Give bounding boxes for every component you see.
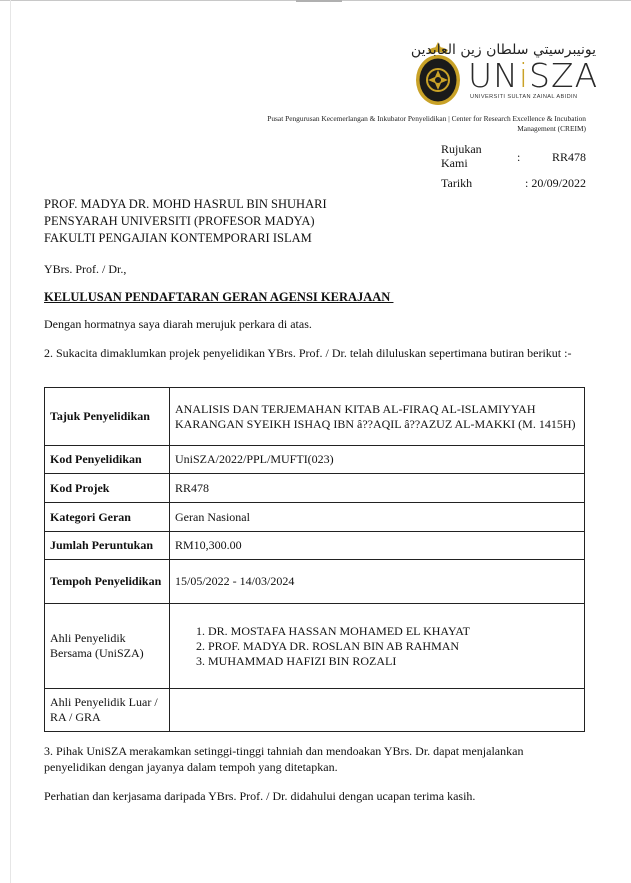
table-row (45, 503, 585, 532)
table-row (45, 604, 585, 689)
paragraph-3: 3. Pihak UniSZA merakamkan setinggi-tinggi tahniah dan mendoakan YBrs. Dr. dapat menjalankan penyelidikan dengan jayanya dalam tempoh yang ditetapkan. (44, 744, 524, 774)
address-line-3: FAKULTI PENGAJIAN KONTEMPORARI ISLAM (44, 231, 312, 245)
subject-heading: KELULUSAN PENDAFTARAN GERAN AGENSI KERAJAAN (44, 290, 394, 304)
tarikh-value: : 20/09/2022 (524, 176, 586, 190)
grant-details-table (44, 387, 585, 732)
brand-wordmark (468, 58, 598, 94)
tajuk-value: ANALISIS DAN TERJEMAHAN KITAB AL-FIRAQ AL-ISLAMIYYAH KARANGAN SYEIKH ISHAQ IBN â??AQIL â??AZUZ AL-MAKKI (M. 1415H) (170, 388, 585, 446)
address-line-1: PROF. MADYA DR. MOHD HASRUL BIN SHUHARI (44, 197, 327, 211)
brand-accent: i (518, 56, 530, 95)
arabic-name: يونيبرسيتي سلطان زين العابدين (410, 42, 596, 58)
kod-projek-label: Kod Projek (45, 474, 170, 503)
jumlah-value: RM10,300.00 (170, 532, 585, 560)
kategori-label: Kategori Geran (45, 503, 170, 532)
centre-name: Pusat Pengurusan Kecemerlangan & Inkubator Penyelidikan | Center for Research Excellence & Incubation Management (CREIM) (267, 114, 586, 133)
tempoh-value: 15/05/2022 - 14/03/2024 (170, 560, 585, 604)
brand-tagline: UNIVERSITI SULTAN ZAINAL ABIDIN (470, 94, 578, 100)
rujukan-label: Rujukan Kami (441, 142, 482, 170)
salutation: YBrs. Prof. / Dr., (44, 262, 127, 276)
table-row (45, 532, 585, 560)
rujukan-value: RR478 (551, 150, 586, 164)
top-scroll-mark (296, 0, 342, 2)
rujukan-colon: : (517, 150, 521, 164)
kod-penyelidikan-label: Kod Penyelidikan (45, 446, 170, 474)
list-item: 3. MUHAMMAD HAFIZI BIN ROZALI (208, 654, 579, 669)
luar-label: Ahli Penyelidik Luar / RA / GRA (45, 689, 170, 732)
recipient-address (44, 196, 327, 247)
kod-penyelidikan-value: UniSZA/2022/PPL/MUFTI(023) (170, 446, 585, 474)
paragraph-2: 2. Sukacita dimaklumkan projek penyelidikan YBrs. Prof. / Dr. telah diluluskan sepertimana butiran berikut :- (44, 346, 572, 360)
table-row (45, 446, 585, 474)
luar-value (170, 689, 585, 732)
tempoh-label: Tempoh Penyelidikan (45, 560, 170, 604)
kod-projek-value: RR478 (170, 474, 585, 503)
paragraph-4: Perhatian dan kerjasama daripada YBrs. Prof. / Dr. didahului dengan ucapan terima kasih. (44, 789, 476, 803)
table-row (45, 388, 585, 446)
jumlah-label: Jumlah Peruntukan (45, 532, 170, 560)
list-item: 2. PROF. MADYA DR. ROSLAN BIN AB RAHMAN (208, 639, 579, 654)
brand-suffix: SZA (529, 56, 599, 95)
left-edge (10, 0, 11, 883)
ahli-value (170, 604, 585, 689)
unisza-logo (410, 38, 599, 110)
tajuk-label: Tajuk Penyelidikan (45, 388, 170, 446)
tarikh-label: Tarikh (441, 176, 473, 190)
address-line-2: PENSYARAH UNIVERSITI (PROFESOR MADYA) (44, 214, 315, 228)
ahli-label: Ahli Penyelidik Bersama (UniSZA) (45, 604, 170, 689)
table-row (45, 560, 585, 604)
member-list (175, 624, 579, 669)
list-item: 1. DR. MOSTAFA HASSAN MOHAMED EL KHAYAT (208, 624, 579, 639)
brand-prefix: UN (468, 56, 519, 95)
kategori-value: Geran Nasional (170, 503, 585, 532)
table-row (45, 689, 585, 732)
table-row (45, 474, 585, 503)
paragraph-1: Dengan hormatnya saya diarah merujuk perkara di atas. (44, 317, 312, 331)
